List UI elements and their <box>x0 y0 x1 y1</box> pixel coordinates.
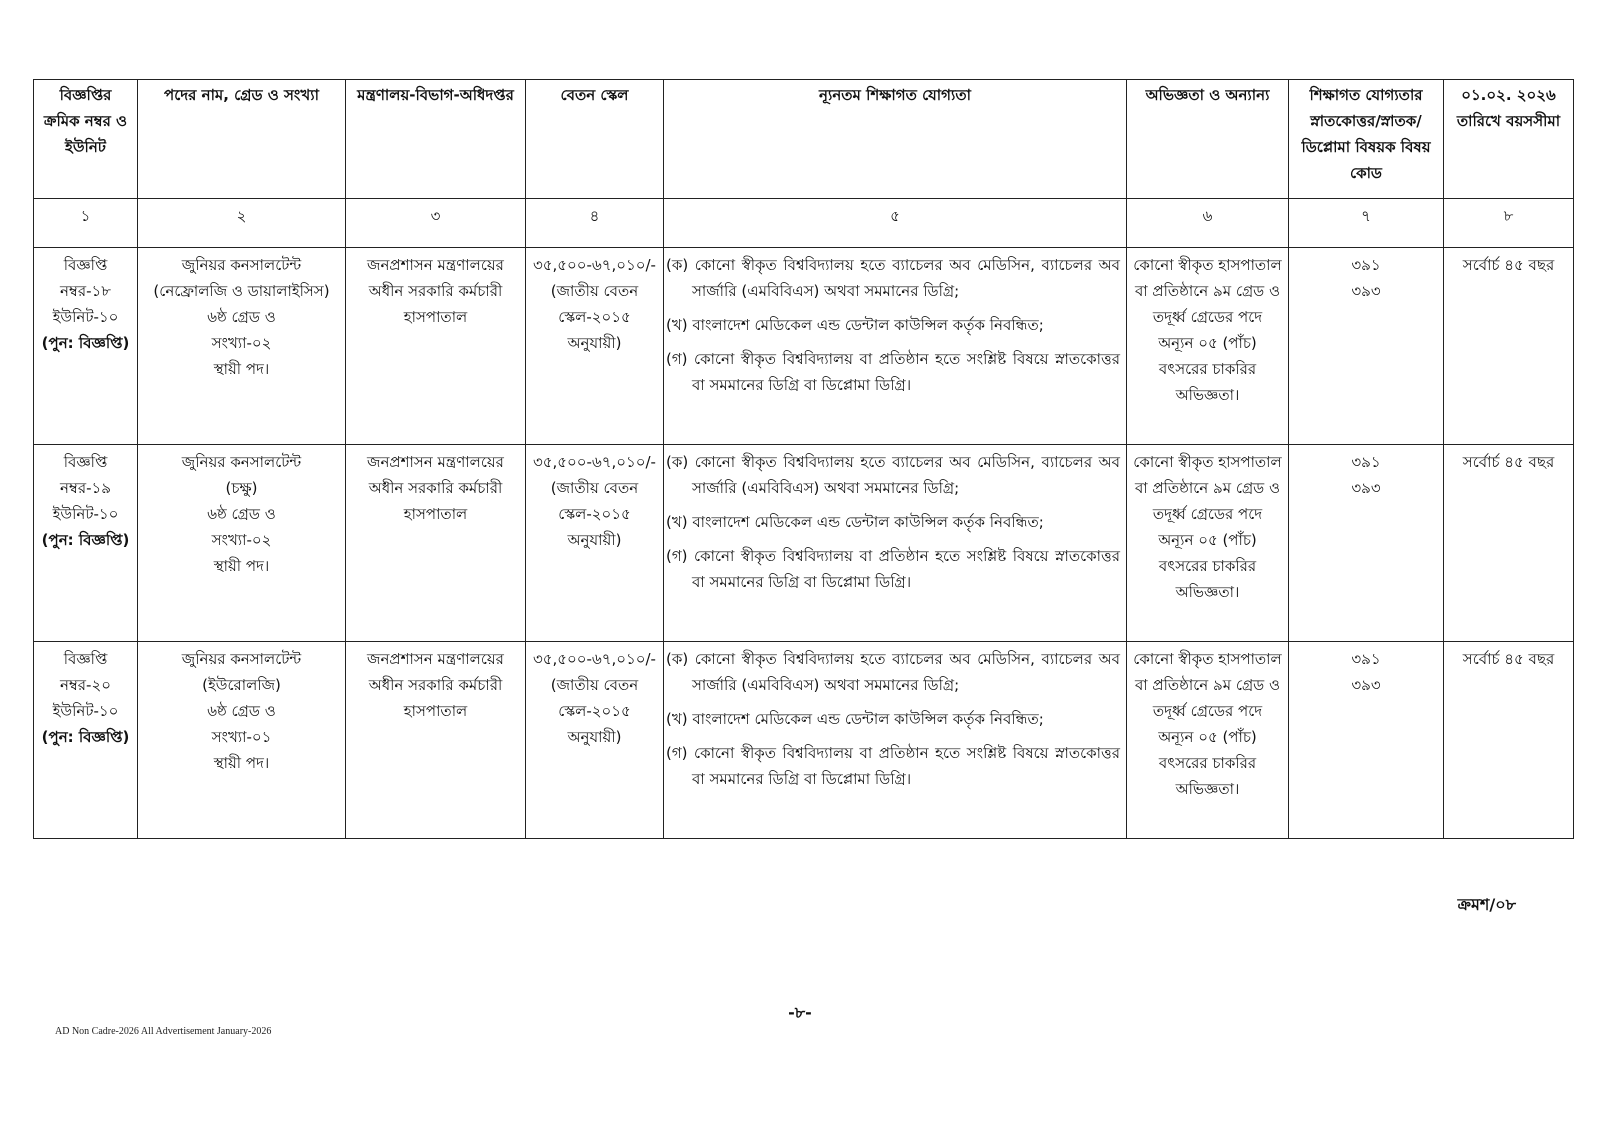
serial-cell <box>34 248 138 445</box>
post-name: জুনিয়র কনসালটেন্ট <box>181 453 302 471</box>
pay-scale-cell: ৩৫,৫০০-৬৭,০১০/- (জাতীয় বেতন স্কেল-২০১৫ অনুযায়ী) <box>526 445 664 642</box>
qualification-cell <box>664 445 1127 642</box>
serial-text: বিজ্ঞপ্তি নম্বর-১৮ ইউনিট-১০ <box>52 256 119 326</box>
column-number: ৫ <box>664 199 1127 248</box>
age-limit-cell: সর্বোর্চ ৪৫ বছর <box>1444 445 1574 642</box>
advertisement-table <box>33 79 1574 839</box>
column-number: ৭ <box>1289 199 1444 248</box>
post-type: স্থায়ী পদ। <box>213 557 270 575</box>
post-grade: ৬ষ্ঠ গ্রেড ও <box>207 308 276 326</box>
experience-cell: কোনো স্বীকৃত হাসপাতাল বা প্রতিষ্ঠানে ৯ম গ্রেড ও তদূর্ধ্ব গ্রেডের পদে অন্যূন ০৫ (পাঁচ) বৎসরের চাকরির অভিজ্ঞতা। <box>1127 248 1289 445</box>
advertisement-sheet <box>33 79 1573 839</box>
column-number: ৬ <box>1127 199 1289 248</box>
re-advertisement-label: (পুন: বিজ্ঞপ্তি) <box>41 334 130 352</box>
subject-code: ৩৯১ <box>1351 650 1381 668</box>
column-number: ১ <box>34 199 138 248</box>
re-advertisement-label: (পুন: বিজ্ঞপ্তি) <box>41 531 130 549</box>
continued-label: ক্রমশ/০৮ <box>1457 895 1516 914</box>
post-type: স্থায়ী পদ। <box>213 754 270 772</box>
header-subject-code: শিক্ষাগত যোগ্যতার স্নাতকোত্তর/স্নাতক/ ডিপ্লোমা বিষয়ক বিষয় কোড <box>1289 80 1444 199</box>
column-number-row <box>34 199 1574 248</box>
subject-code: ৩৯৩ <box>1351 479 1381 497</box>
pay-scale-cell: ৩৫,৫০০-৬৭,০১০/- (জাতীয় বেতন স্কেল-২০১৫ অনুযায়ী) <box>526 248 664 445</box>
post-grade: ৬ষ্ঠ গ্রেড ও <box>207 505 276 523</box>
qualification-item: (গ) কোনো স্বীকৃত বিশ্ববিদ্যালয় বা প্রতিষ্ঠান হতে সংশ্লিষ্ট বিষয়ে স্নাতকোত্তর বা সমমানের ডিগ্রি বা ডিপ্লোমা ডিগ্রি। <box>666 547 1120 591</box>
subject-code: ৩৯১ <box>1351 256 1381 274</box>
experience-cell: কোনো স্বীকৃত হাসপাতাল বা প্রতিষ্ঠানে ৯ম গ্রেড ও তদূর্ধ্ব গ্রেডের পদে অন্যূন ০৫ (পাঁচ) বৎসরের চাকরির অভিজ্ঞতা। <box>1127 445 1289 642</box>
post-count: সংখ্যা-০১ <box>211 728 272 746</box>
ministry-cell: জনপ্রশাসন মন্ত্রণালয়ের অধীন সরকারি কর্মচারী হাসপাতাল <box>346 248 526 445</box>
qualification-item: (গ) কোনো স্বীকৃত বিশ্ববিদ্যালয় বা প্রতিষ্ঠান হতে সংশ্লিষ্ট বিষয়ে স্নাতকোত্তর বা সমমানের ডিগ্রি বা ডিপ্লোমা ডিগ্রি। <box>666 744 1120 788</box>
serial-text: বিজ্ঞপ্তি নম্বর-১৯ ইউনিট-১০ <box>52 453 119 523</box>
ministry-cell: জনপ্রশাসন মন্ত্রণালয়ের অধীন সরকারি কর্মচারী হাসপাতাল <box>346 445 526 642</box>
post-subject: (চক্ষু) <box>225 479 258 497</box>
footer-note: AD Non Cadre-2026 All Advertisement January-2026 <box>55 1026 272 1037</box>
subject-code-cell <box>1289 445 1444 642</box>
re-advertisement-label: (পুন: বিজ্ঞপ্তি) <box>41 728 130 746</box>
post-subject: (ইউরোলজি) <box>202 676 281 694</box>
post-cell <box>138 248 346 445</box>
post-name: জুনিয়র কনসালটেন্ট <box>181 650 302 668</box>
pay-scale-cell: ৩৫,৫০০-৬৭,০১০/- (জাতীয় বেতন স্কেল-২০১৫ অনুযায়ী) <box>526 642 664 839</box>
post-name: জুনিয়র কনসালটেন্ট <box>181 256 302 274</box>
header-qualification: ন্যূনতম শিক্ষাগত যোগ্যতা <box>664 80 1127 199</box>
qualification-item: (খ) বাংলাদেশ মেডিকেল এন্ড ডেন্টাল কাউন্সিল কর্তৃক নিবন্ধিত; <box>666 316 1044 334</box>
post-type: স্থায়ী পদ। <box>213 360 270 378</box>
age-limit-cell: সর্বোর্চ ৪৫ বছর <box>1444 642 1574 839</box>
age-limit-cell: সর্বোর্চ ৪৫ বছর <box>1444 248 1574 445</box>
qualification-cell <box>664 642 1127 839</box>
serial-text: বিজ্ঞপ্তি নম্বর-২০ ইউনিট-১০ <box>52 650 119 720</box>
post-subject: (নেফ্রোলজি ও ডায়ালাইসিস) <box>153 282 330 300</box>
post-count: সংখ্যা-০২ <box>211 531 272 549</box>
subject-code: ৩৯৩ <box>1351 282 1381 300</box>
qualification-cell <box>664 248 1127 445</box>
header-experience: অভিজ্ঞতা ও অন্যান্য <box>1127 80 1289 199</box>
qualification-item: (খ) বাংলাদেশ মেডিকেল এন্ড ডেন্টাল কাউন্সিল কর্তৃক নিবন্ধিত; <box>666 710 1044 728</box>
post-cell <box>138 445 346 642</box>
header-ministry: মন্ত্রণালয়-বিভাগ-অধিদপ্তর <box>346 80 526 199</box>
serial-cell <box>34 642 138 839</box>
column-number: ৪ <box>526 199 664 248</box>
qualification-item: (ক) কোনো স্বীকৃত বিশ্ববিদ্যালয় হতে ব্যাচেলর অব মেডিসিন, ব্যাচেলর অব সার্জারি (এমবিবিএস) অথবা সমমানের ডিগ্রি; <box>666 650 1120 694</box>
post-grade: ৬ষ্ঠ গ্রেড ও <box>207 702 276 720</box>
serial-cell <box>34 445 138 642</box>
column-number: ২ <box>138 199 346 248</box>
post-cell <box>138 642 346 839</box>
subject-code-cell <box>1289 642 1444 839</box>
post-count: সংখ্যা-০২ <box>211 334 272 352</box>
qualification-item: (খ) বাংলাদেশ মেডিকেল এন্ড ডেন্টাল কাউন্সিল কর্তৃক নিবন্ধিত; <box>666 513 1044 531</box>
ministry-cell: জনপ্রশাসন মন্ত্রণালয়ের অধীন সরকারি কর্মচারী হাসপাতাল <box>346 642 526 839</box>
table-row <box>34 445 1574 642</box>
qualification-item: (ক) কোনো স্বীকৃত বিশ্ববিদ্যালয় হতে ব্যাচেলর অব মেডিসিন, ব্যাচেলর অব সার্জারি (এমবিবিএস) অথবা সমমানের ডিগ্রি; <box>666 453 1120 497</box>
qualification-item: (ক) কোনো স্বীকৃত বিশ্ববিদ্যালয় হতে ব্যাচেলর অব মেডিসিন, ব্যাচেলর অব সার্জারি (এমবিবিএস) অথবা সমমানের ডিগ্রি; <box>666 256 1120 300</box>
header-row <box>34 80 1574 199</box>
qualification-item: (গ) কোনো স্বীকৃত বিশ্ববিদ্যালয় বা প্রতিষ্ঠান হতে সংশ্লিষ্ট বিষয়ে স্নাতকোত্তর বা সমমানের ডিগ্রি বা ডিপ্লোমা ডিগ্রি। <box>666 350 1120 394</box>
subject-code: ৩৯১ <box>1351 453 1381 471</box>
experience-cell: কোনো স্বীকৃত হাসপাতাল বা প্রতিষ্ঠানে ৯ম গ্রেড ও তদূর্ধ্ব গ্রেডের পদে অন্যূন ০৫ (পাঁচ) বৎসরের চাকরির অভিজ্ঞতা। <box>1127 642 1289 839</box>
column-number: ৩ <box>346 199 526 248</box>
table-row <box>34 642 1574 839</box>
header-post: পদের নাম, গ্রেড ও সংখ্যা <box>138 80 346 199</box>
header-age-limit: ০১.০২. ২০২৬ তারিখে বয়সসীমা <box>1444 80 1574 199</box>
subject-code-cell <box>1289 248 1444 445</box>
header-serial: বিজ্ঞপ্তির ক্রমিক নম্বর ও ইউনিট <box>34 80 138 199</box>
table-row <box>34 248 1574 445</box>
page-number: -৮- <box>788 1003 812 1022</box>
header-pay-scale: বেতন স্কেল <box>526 80 664 199</box>
subject-code: ৩৯৩ <box>1351 676 1381 694</box>
column-number: ৮ <box>1444 199 1574 248</box>
